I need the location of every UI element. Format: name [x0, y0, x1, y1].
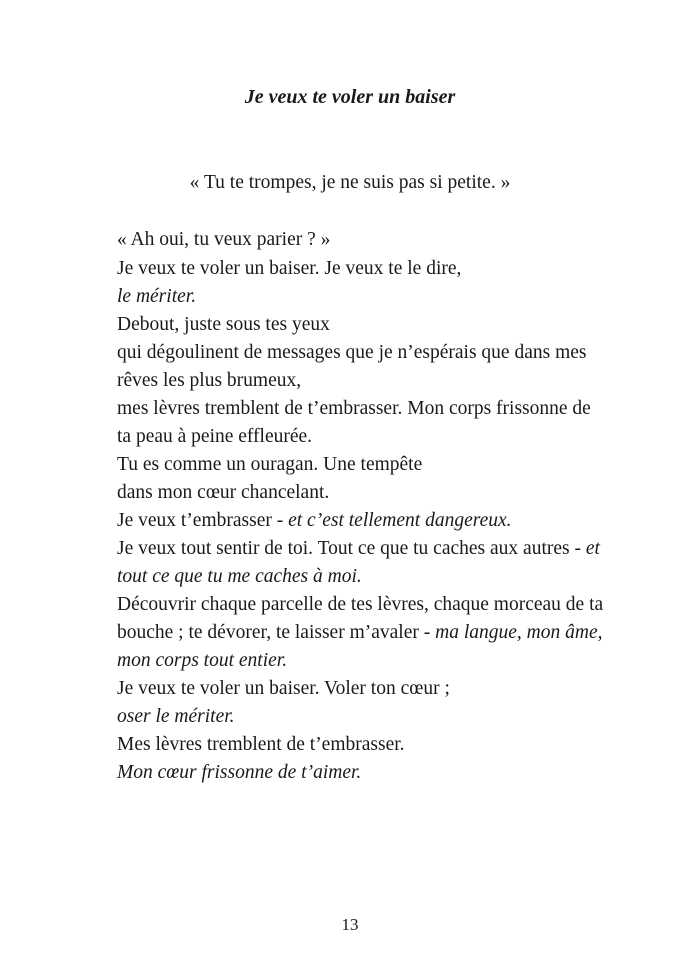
poem-line	[117, 647, 603, 675]
poem-line-italic-text: tout ce que tu me caches à moi.	[117, 566, 362, 587]
poem-line-italic-text: Mon cœur frissonne de t’aimer.	[117, 762, 362, 783]
reply-quote: « Ah oui, tu veux parier ? »	[117, 229, 331, 250]
poem-line	[117, 507, 603, 535]
poem-line-text: rêves les plus brumeux,	[117, 370, 302, 391]
poem-line-text: dans mon cœur chancelant.	[117, 482, 330, 503]
poem-title: Je veux te voler un baiser	[244, 86, 456, 108]
poem-line	[117, 591, 603, 619]
poem-line-italic-text: et c’est tellement dangereux.	[288, 510, 512, 531]
poem-line-text: Je veux te voler un baiser. Je veux te le dire,	[117, 258, 462, 279]
poem-line-text: Je veux tout sentir de toi. Tout ce que tu caches aux autres -	[117, 538, 586, 559]
poem-line-italic-text: le mériter.	[117, 286, 197, 307]
poem-line-text: ta peau à peine effleurée.	[117, 426, 313, 447]
poem-line	[117, 339, 603, 367]
poem-line	[117, 731, 603, 759]
epigraph-quote: « Tu te trompes, je ne suis pas si petite. »	[189, 172, 511, 193]
poem-line	[117, 703, 603, 731]
poem-line-text: Découvrir chaque parcelle de tes lèvres, chaque morceau de ta	[117, 594, 604, 615]
poem-line-text: qui dégoulinent de messages que je n’espérais que dans mes	[117, 342, 587, 363]
poem-line	[117, 563, 603, 591]
poem-line	[117, 619, 603, 647]
poem-line-italic-text: oser le mériter.	[117, 706, 235, 727]
poem-line	[117, 311, 603, 339]
poem-line-text: Debout, juste sous tes yeux	[117, 314, 330, 335]
poem-line	[117, 675, 603, 703]
poem-line-text: Tu es comme un ouragan. Une tempête	[117, 454, 423, 475]
poem-line	[117, 535, 603, 563]
poem-line	[117, 759, 603, 787]
poem-line-text: Je veux t’embrasser -	[117, 510, 289, 531]
poem-line-italic-text: mon corps tout entier.	[117, 650, 288, 671]
poem-line	[117, 283, 603, 311]
poem-line	[117, 255, 603, 283]
poem-line	[117, 423, 603, 451]
poem-line	[117, 451, 603, 479]
poem-line-italic-text: et	[585, 538, 600, 559]
poem-line	[117, 395, 603, 423]
page-number: 13	[341, 915, 359, 934]
poem-line-text: mes lèvres tremblent de t’embrasser. Mon corps frissonne de	[117, 398, 591, 419]
poem-body	[117, 255, 603, 787]
poem-line	[117, 367, 603, 395]
poem-line-text: Mes lèvres tremblent de t’embrasser.	[117, 734, 405, 755]
poem-line-italic-text: ma langue, mon âme,	[435, 622, 603, 643]
poem-line	[117, 479, 603, 507]
poem-line-text: bouche ; te dévorer, te laisser m’avaler -	[117, 622, 436, 643]
poem-line-text: Je veux te voler un baiser. Voler ton cœur ;	[117, 678, 450, 699]
